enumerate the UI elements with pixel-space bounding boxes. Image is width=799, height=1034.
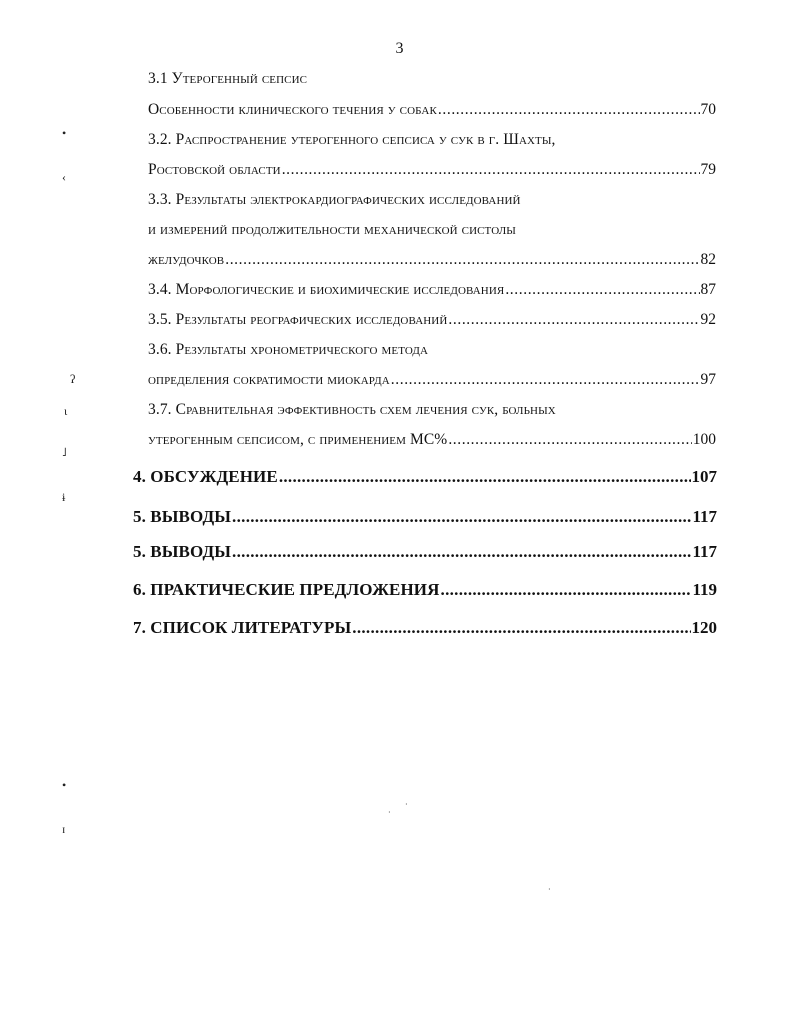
toc-entry-4[interactable] [133, 467, 717, 487]
toc-entry-title: 5. ВЫВОДЫ [133, 542, 232, 561]
toc-entry-3-4[interactable] [148, 280, 716, 300]
toc-entry-page: 82 [700, 251, 716, 268]
toc-entry-page: 87 [700, 281, 716, 298]
toc-entry-3-3-heading-cont [148, 220, 708, 240]
leader-dots [225, 250, 699, 270]
toc-entry-3-2[interactable] [148, 160, 716, 180]
toc-entry-3-3[interactable] [148, 250, 716, 270]
toc-entry-page: 117 [692, 542, 717, 561]
toc-entry-title: 3.5. Результаты реографических исследований [148, 311, 448, 328]
leader-dots [505, 280, 699, 300]
toc-entry-7[interactable] [133, 618, 717, 638]
toc-entry-3-3-heading [148, 190, 708, 210]
leader-dots [441, 580, 692, 600]
toc-entry-page: 97 [700, 371, 716, 388]
toc-entry-5[interactable] [133, 507, 717, 527]
toc-entry-title: 5. ВЫВОДЫ [133, 507, 232, 526]
toc-entry-3-6-heading [148, 340, 708, 360]
toc-entry-3-2-heading [148, 130, 708, 150]
toc-entry-5-repeat[interactable] [133, 542, 717, 562]
toc-entry-page: 107 [691, 467, 717, 486]
leader-dots [232, 542, 691, 562]
toc-entry-title: и измерений продолжительности механической систолы [148, 221, 516, 238]
toc-entry-title: Особенности клинического течения у собак [148, 101, 437, 118]
toc-entry-title: 7. СПИСОК ЛИТЕРАТУРЫ [133, 618, 352, 637]
toc-entry-page: 120 [691, 618, 717, 637]
scan-speck: ʔ [70, 372, 76, 386]
toc-entry-6[interactable] [133, 580, 717, 600]
leader-dots [352, 618, 690, 638]
toc-entry-page: 119 [692, 580, 717, 599]
toc-entry-3-1[interactable] [148, 100, 716, 120]
leader-dots [438, 100, 700, 120]
toc-entry-page: 92 [700, 311, 716, 328]
toc-entry-page: 70 [700, 101, 716, 118]
page-number: 3 [395, 40, 404, 57]
leader-dots [279, 467, 691, 487]
toc-entry-3-6[interactable] [148, 370, 716, 390]
toc-entry-page: 117 [692, 507, 717, 526]
leader-dots [448, 430, 691, 450]
toc-entry-title: 3.1 Утерогенный сепсис [148, 70, 308, 87]
scan-speck: ˩ [62, 445, 67, 459]
leader-dots [232, 507, 691, 527]
scan-speck: ɪ [62, 822, 66, 836]
toc-entry-title: 3.4. Морфологические и биохимические исследования [148, 281, 505, 298]
toc-entry-title: 3.3. Результаты электрокардиографических исследований [148, 191, 521, 208]
scan-speck: · [548, 885, 551, 894]
scan-speck: · [405, 800, 408, 809]
toc-entry-title: 4. ОБСУЖДЕНИЕ [133, 467, 278, 486]
toc-entry-3-1-heading [148, 69, 708, 89]
toc-entry-title: определения сократимости миокарда [148, 371, 390, 388]
toc-entry-title: 3.2. Распространение утерогенного сепсиса у сук в г. Шахты, [148, 131, 556, 148]
scan-speck: • [62, 126, 67, 140]
toc-entry-page: 100 [692, 431, 716, 448]
toc-entry-title: Ростовской области [148, 161, 281, 178]
scan-speck: • [62, 778, 67, 792]
toc-entry-title: 6. ПРАКТИЧЕСКИЕ ПРЕДЛОЖЕНИЯ [133, 580, 440, 599]
toc-entry-title: желудочков [148, 251, 225, 268]
toc-entry-3-7-heading [148, 400, 708, 420]
toc-entry-page: 79 [700, 161, 716, 178]
scan-speck: ɩ [64, 404, 68, 418]
toc-entry-3-5[interactable] [148, 310, 716, 330]
leader-dots [391, 370, 700, 390]
leader-dots [282, 160, 700, 180]
leader-dots [448, 310, 699, 330]
scan-speck: ‹ [62, 170, 66, 184]
toc-entry-title: 3.6. Результаты хронометрического метода [148, 341, 429, 358]
toc-entry-3-7[interactable] [148, 430, 716, 450]
toc-entry-title: 3.7. Сравнительная эффективность схем лечения сук, больных [148, 401, 556, 418]
toc-entry-title: утерогенным сепсисом, с применением МС% [148, 431, 448, 448]
scan-speck: · [388, 808, 391, 817]
scan-speck: ɨ [62, 490, 66, 504]
